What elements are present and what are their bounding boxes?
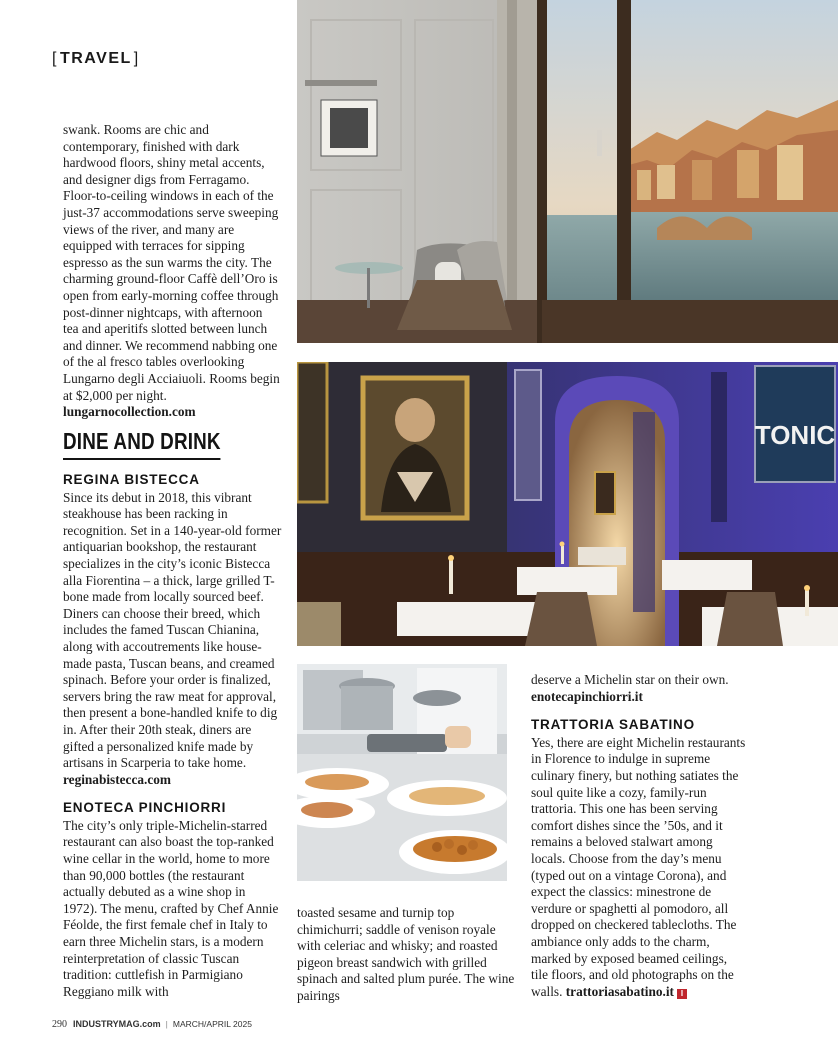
regina-title: REGINA BISTECCA — [63, 472, 200, 487]
kitchen-plates-photo — [297, 664, 507, 881]
dine-and-drink-heading: DINE AND DRINK — [63, 428, 221, 460]
restaurant-illustration — [297, 362, 838, 646]
page-footer — [52, 1019, 252, 1030]
footer-separator: | — [165, 1019, 168, 1029]
restaurant-interior-photo — [297, 362, 838, 646]
enoteca-paragraph-part3: deserve a Michelin star on their own. — [531, 672, 729, 687]
regina-url[interactable]: reginabistecca.com — [63, 771, 171, 787]
dining-column-right — [531, 672, 746, 1000]
enoteca-url[interactable]: enotecapinchiorri.it — [531, 688, 643, 704]
hotel-room-illustration — [297, 0, 838, 343]
enoteca-paragraph-part1: The city’s only triple-Michelin-starred restaurant can also boast the top-ranked wine cellar in the world, home to more than 90,000 bottles (the restaurant actually debuted as a wine shop in 1972). The menu, crafted by Chef Annie Féolde, the first female chef in Italy to earn three Michelin stars, is a modern reinterpretation of classic Tuscan tradition: cuttlefish in Parmigiano Reggiano milk with — [63, 817, 279, 999]
hotel-paragraph: swank. Rooms are chic and contemporary, finished with dark hardwood floors, shiny metal accents, and designer digs from Ferragamo. Floor-to-ceiling windows in each of the just-37 accommodations serve sweeping views of the river, and many are equipped with terraces for sipping espresso as the sun warms the city. The charming ground-floor Caffè dell’Oro is open from early-morning coffee through post-dinner nightcaps, with afternoon tea and aperitifs slotted between lunch and dinner. We recommend nabbing one of the al fresco tables overlooking Lungarno degli Acciaiuoli. Rooms begin at $2,000 per night. — [63, 122, 280, 403]
page-number: 290 — [52, 1019, 67, 1030]
issue-date: MARCH/APRIL 2025 — [172, 1019, 252, 1029]
section-tag-label: TRAVEL — [59, 50, 132, 67]
end-mark-icon: I — [677, 989, 687, 999]
enoteca-paragraph-part2: toasted sesame and turnip top chimichurri; saddle of venison royale with celeriac and whisky; and roasted pigeon breast sandwich with grilled spinach and salted plum purée. The wine pairings — [297, 905, 515, 1003]
kitchen-illustration — [297, 664, 507, 881]
sabatino-url[interactable]: trattoriasabatino.it — [565, 983, 674, 999]
hotel-column — [63, 122, 281, 421]
hotel-room-photo — [297, 0, 838, 343]
dining-column-left — [63, 472, 283, 1000]
sabatino-paragraph — [531, 735, 746, 1001]
hotel-url[interactable]: lungarnocollection.com — [63, 404, 196, 420]
enoteca-continuation-middle — [297, 905, 517, 1005]
sabatino-body: Yes, there are eight Michelin restaurants in Florence to indulge in supreme culinary finery, but nothing satiates the soul quite like a cozy, family-run trattoria. This one has been serving comfort dishes since the ’50s, and it remains a beloved stalwart among locals. Choose from the day’s menu (typed out on a vintage Corona), and expect the classics: minestrone de verdure or spaghetti al pomodoro, all dropped on checkered tablecloths. The ambiance only adds to the charm, marked by exposed beamed ceilings, tile floors, and old photographs on the walls. — [531, 734, 746, 999]
sabatino-title: TRATTORIA SABATINO — [531, 717, 695, 733]
regina-paragraph: Since its debut in 2018, this vibrant steakhouse has been racking in recognition. Set in a 140-year-old former antiquarian bookshop, the restaurant specializes in the city’s iconic Bistecca alla Fiorentina – a thick, large grilled T-bone made from locally sourced beef. Diners can choose their breed, which includes the famed Tuscan Chianina, along with accoutrements like house-made pasta, Tuscan beans, and creamed spinach. Before your order is finalized, servers bring the raw meat for approval, then present a bone-handled knife to dig in. After their 20th steak, diners are gifted a personalized knife made by artisans in Scarperia to take home. — [63, 489, 282, 771]
enoteca-title: ENOTECA PINCHIORRI — [63, 800, 227, 816]
magazine-name: INDUSTRYMAG.com — [73, 1019, 161, 1029]
tonic-poster-text: TONIC — [754, 420, 836, 450]
section-tag: [ TRAVEL ] — [52, 50, 140, 67]
